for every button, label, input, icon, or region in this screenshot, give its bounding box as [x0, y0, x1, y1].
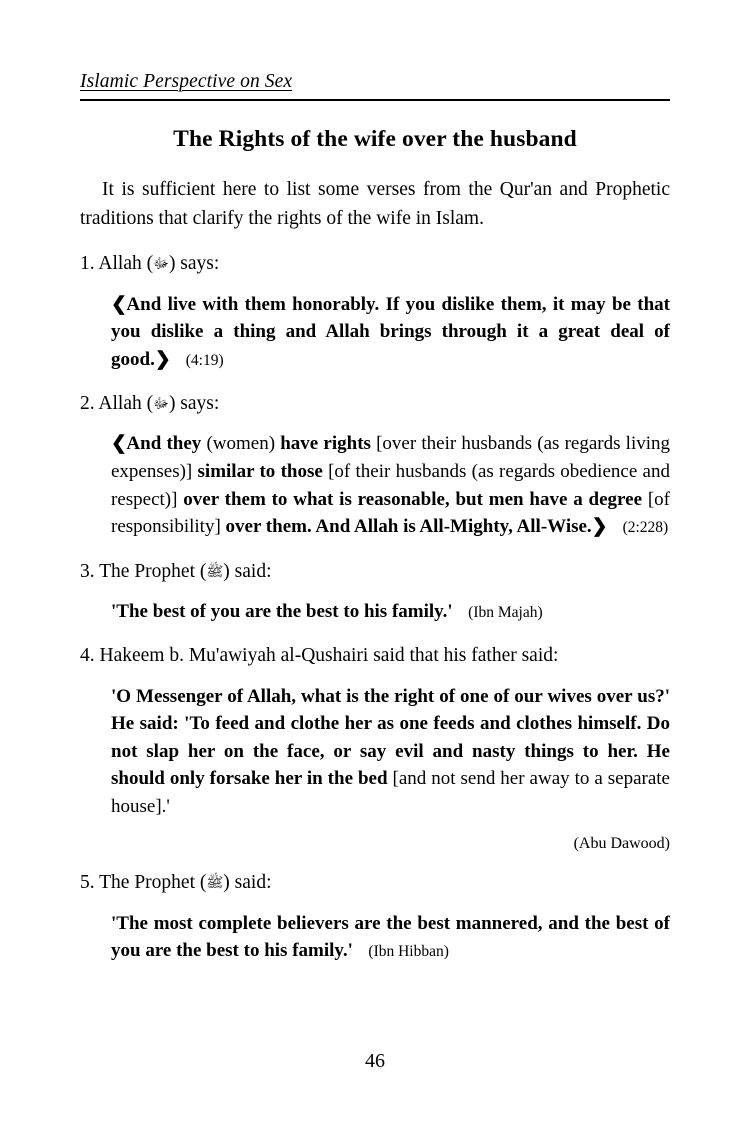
- honorific-prophet-glyph: ﷺ: [206, 564, 224, 580]
- running-header-rule: [80, 99, 670, 101]
- item-lead-suffix: ) said:: [223, 872, 272, 894]
- quote-segment-regular: [of responsibility]: [111, 488, 670, 538]
- quote-segment-bold: And live with them honorably. If you dislike them, it may be that you dislike a thing and Allah brings through it a great deal of good.: [111, 293, 670, 370]
- quote-segment-bold: over them. And Allah is All-Mighty, All-Wise.: [225, 516, 592, 538]
- intro-paragraph: It is sufficient here to list some verses from the Qur'an and Prophetic traditions that clarify the rights of the wife in Islam.: [80, 179, 670, 229]
- citation-1: (4:19): [170, 351, 224, 369]
- item-lead-3: [80, 558, 670, 586]
- honorific-allah-glyph: ﷻ: [153, 257, 169, 273]
- item-lead-1: [80, 250, 670, 278]
- honorific-prophet-glyph: ﷺ: [206, 876, 224, 892]
- quote-segment-regular: [and not send her away to a separate house].': [111, 768, 670, 817]
- quote-block-5: [111, 910, 670, 965]
- item-lead-suffix: ) said:: [223, 560, 272, 582]
- quote-segment-bold: over them to what is reasonable, but men have a degree: [183, 488, 648, 510]
- honorific-allah-glyph: ﷻ: [153, 397, 169, 413]
- item-lead-4: [80, 642, 670, 670]
- item-lead-prefix: 5. The Prophet (: [80, 872, 207, 894]
- item-lead-prefix: 1. Allah (: [80, 253, 154, 275]
- item-lead-suffix: ) says:: [168, 253, 220, 275]
- quote-close-ornament: ❯: [154, 348, 171, 370]
- quote-block-2: [111, 430, 670, 540]
- quote-segment-bold: And they: [126, 433, 207, 455]
- item-lead-prefix: 2. Allah (: [80, 393, 154, 415]
- quote-segment-bold: 'O Messenger of Allah, what is the right of one of our wives over us?' He said: 'To feed and clothe her as one feeds and clothes himself. Do not slap her on the face, or say evil and nasty things to her. He should only forsake her in the bed: [111, 685, 670, 790]
- item-lead-prefix: 4. Hakeem b. Mu'awiyah al-Qushairi said that his father said:: [80, 645, 559, 667]
- quote-segment-bold: 'The best of you are the best to his family.': [111, 600, 453, 622]
- item-lead-suffix: ) says:: [168, 393, 220, 415]
- citation-3: (Ibn Majah): [452, 603, 543, 621]
- running-header: [80, 72, 670, 92]
- quote-close-ornament: ❯: [591, 516, 608, 538]
- citation-2: (2:228): [607, 519, 669, 537]
- quote-segment-regular: [of their husbands (as regards obedience and respect)]: [111, 461, 670, 510]
- item-lead-5: [80, 869, 670, 897]
- quote-open-ornament: ❮: [111, 293, 127, 315]
- quote-segment-bold: 'The most complete believers are the best mannered, and the best of you are the best to his family.': [111, 912, 670, 962]
- quote-block-3: [111, 598, 670, 626]
- quote-block-4: [111, 683, 670, 821]
- numbered-item-list: [80, 250, 670, 965]
- running-header-text: Islamic Perspective on Sex: [80, 71, 293, 92]
- page-number: 46: [365, 1050, 385, 1072]
- quote-open-ornament: ❮: [111, 433, 127, 455]
- quote-segment-bold: similar to those: [197, 461, 329, 483]
- item-lead-2: [80, 390, 670, 418]
- citation-4: (Abu Dawood): [573, 835, 670, 853]
- quote-segment-bold: have rights: [280, 433, 377, 455]
- item-lead-prefix: 3. The Prophet (: [80, 560, 207, 582]
- quote-segment-regular: [over their husbands (as regards living expenses)]: [111, 433, 671, 483]
- page-body: [80, 176, 670, 982]
- quote-block-1: [111, 291, 670, 374]
- quote-segment-regular: (women): [206, 433, 281, 455]
- page-title: The Rights of the wife over the husband: [173, 126, 577, 152]
- citation-5: (Ibn Hibban): [352, 943, 449, 961]
